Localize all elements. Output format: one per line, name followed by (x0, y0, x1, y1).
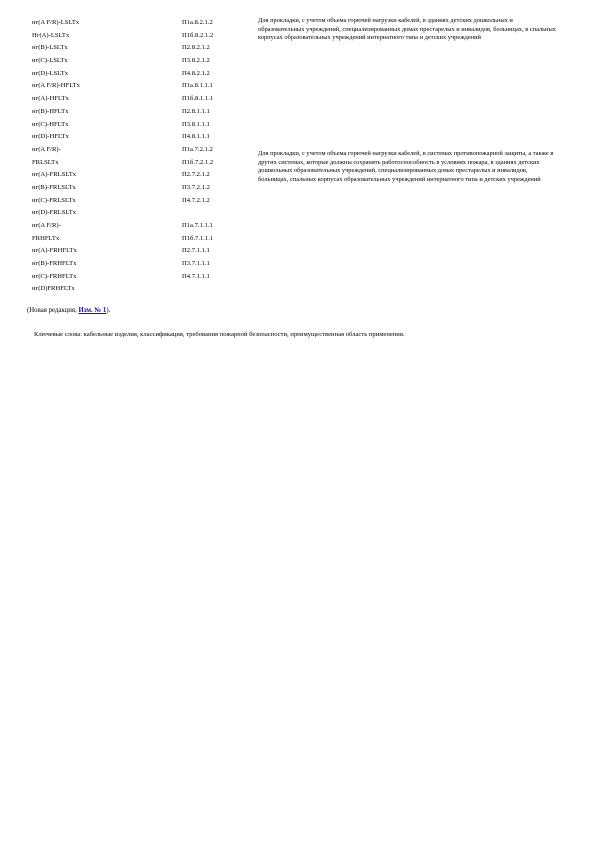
table-row (32, 42, 572, 55)
table-row (32, 119, 572, 132)
cable-mark: нг(C)-FRLSLTx (32, 196, 76, 204)
cable-mark: FRHFLTx (32, 234, 60, 242)
cable-mark: Нг(A)-LSLTx (32, 31, 70, 39)
cable-mark: нг(B)-FRHFLTx (32, 260, 77, 268)
revision-note-suffix: ). (106, 307, 111, 314)
amendment-link[interactable]: Изм. № 1 (78, 307, 107, 314)
cable-mark: нг(D)FRHFLTx (32, 285, 75, 293)
class-code: П2.8.1.1.1 (182, 107, 210, 115)
class-code: П1б.8.1.1.1 (182, 95, 214, 103)
table-row (32, 220, 572, 233)
class-code: П2.7.1.1.1 (182, 247, 210, 255)
class-code: П1б.8.2.1.2 (182, 31, 214, 39)
class-code: П3.7.2.1.2 (182, 183, 210, 191)
class-code: П1а.8.2.1.2 (182, 19, 213, 26)
table-row (32, 80, 572, 93)
cable-mark: нг(A)-FRLSLTx (32, 171, 77, 179)
class-code: П1а.7.2.1.2 (182, 145, 213, 153)
group2-description: Для прокладки, с учетом объема горючей нагрузки кабелей, в системах противопожарной защиты, а также в других системах, которые должны сохранять работоспособность в условиях пожара, в зданиях детских дошкольных образовательных учреждений, специализированных домах престарелых и инвалидов, больницах, спальных корпусах образовательных учреждений интернатного типа и детских учреждений (258, 150, 554, 183)
cable-mark: нг(C)-FRHFLTx (32, 272, 77, 280)
class-code: П3.7.1.1.1 (182, 260, 210, 268)
class-code: П4.7.1.1.1 (182, 272, 210, 280)
cable-mark: нг(C)-LSLTx (32, 57, 68, 65)
class-code: П1а.8.1.1.1 (182, 82, 213, 90)
table-row (32, 245, 572, 258)
table-row (32, 68, 572, 81)
class-code: П1б.7.2.1.2 (182, 158, 214, 166)
cable-mark: нг(B)-LSLTx (32, 44, 68, 52)
cable-mark: нг(D)-HFLTx (32, 133, 69, 141)
class-code: П2.7.2.1.2 (182, 171, 210, 179)
table-row (32, 207, 572, 220)
cable-mark: нг(A F/R)-LSLTx (32, 19, 80, 26)
revision-note-prefix: (Новая редакция, (27, 307, 79, 314)
class-code: П3.8.1.1.1 (182, 120, 210, 128)
table-row (32, 106, 572, 119)
class-code: П4.8.2.1.2 (182, 69, 210, 77)
cable-mark: нг(B)-FRLSLTx (32, 183, 76, 191)
table-row (32, 55, 572, 68)
class-code: П1а.7.1.1.1 (182, 222, 213, 229)
table-row (32, 195, 572, 208)
cable-mark: нг(B)-HFLTx (32, 107, 69, 115)
class-code: П2.8.2.1.2 (182, 44, 210, 52)
cable-mark: нг(A)-FRHFLTx (32, 247, 77, 255)
cable-mark: нг(D)-LSLTx (32, 69, 69, 77)
table-row (32, 233, 572, 246)
cable-mark: нг(A)-HFLTx (32, 95, 69, 103)
table-row (32, 131, 572, 144)
cable-mark: FRLSLTx (32, 158, 59, 166)
class-code: П4.8.1.1.1 (182, 133, 210, 141)
cable-mark: нг(A F/R)- (32, 145, 61, 153)
table-row (32, 271, 572, 284)
class-code: П4.7.2.1.2 (182, 196, 210, 204)
class-code: П1б.7.1.1.1 (182, 234, 214, 242)
table-row (32, 258, 572, 271)
class-code: П3.8.2.1.2 (182, 57, 210, 65)
cable-mark: нг(C)-HFLTx (32, 120, 69, 128)
keywords-paragraph: Ключевые слова: кабельные изделия, классификация, требования пожарной безопасности, преимущественная область применения. (34, 331, 405, 338)
cable-mark: нг(D)-FRLSLTx (32, 209, 77, 217)
table-row (32, 93, 572, 106)
group1-description: Для прокладки, с учетом объема горючей нагрузки кабелей, в зданиях детских дошкольных и образовательных учреждений, специализированных домах престарелых и инвалидов, больницах, в спальных корпусах образовательных учреждений интернатного типа и детских учреждений (258, 17, 556, 42)
revision-note (27, 306, 110, 316)
cable-mark: нг(A F/R)- (32, 222, 61, 229)
table-row (32, 283, 572, 296)
cable-mark: нг(A F/R)-HFLTx (32, 82, 80, 90)
